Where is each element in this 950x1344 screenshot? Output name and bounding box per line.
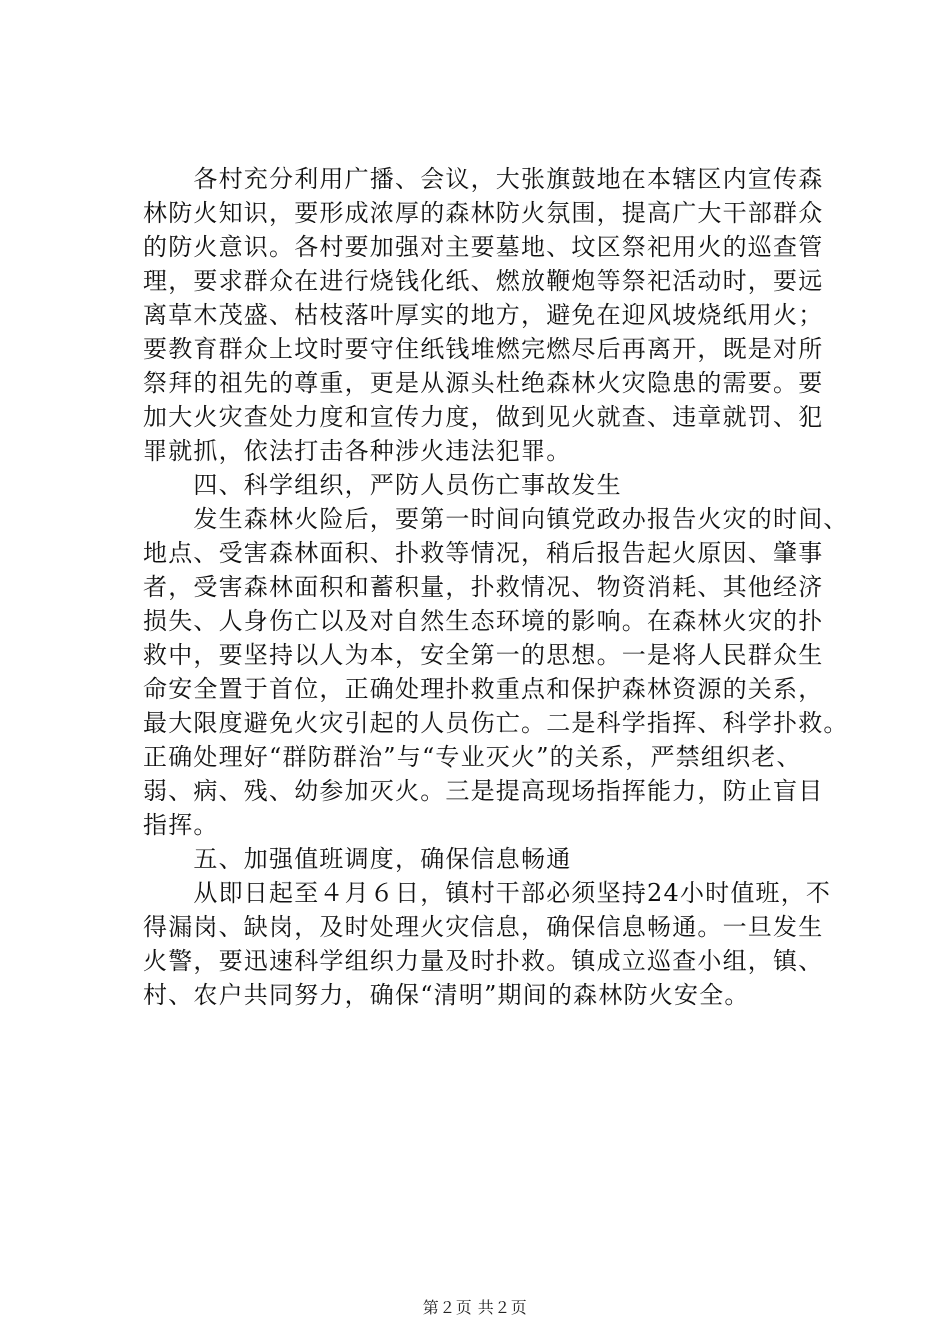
text-line: 最大限度避免火灾引起的人员伤亡。二是科学指挥、科学扑救。 [143, 709, 849, 737]
page-number-footer: 第２页 共２页 [422, 1298, 528, 1317]
text-line: 林防火知识，要形成浓厚的森林防火氛围，提高广大干部群众 [143, 199, 824, 227]
text-line: 理，要求群众在进行烧钱化纸、燃放鞭炮等祭祀活动时，要远 [143, 267, 824, 295]
text-line: 罪就抓，依法打击各种涉火违法犯罪。 [143, 437, 572, 465]
text-line: 发生森林火险后，要第一时间向镇党政办报告火灾的时间、 [143, 505, 849, 533]
text-line: 损失、人身伤亡以及对自然生态环境的影响。在森林火灾的扑 [143, 607, 824, 635]
text-line: 从即日起至４月６日，镇村干部必须坚持24小时值班，不 [143, 879, 832, 907]
text-line: 地点、受害森林面积、扑救等情况，稍后报告起火原因、肇事 [143, 539, 824, 567]
text-line: 者，受害森林面积和蓄积量，扑救情况、物资消耗、其他经济 [143, 573, 824, 601]
text-line: 得漏岗、缺岗，及时处理火灾信息，确保信息畅通。一旦发生 [143, 913, 824, 941]
text-line: 村、农户共同努力，确保“清明”期间的森林防火安全。 [143, 981, 750, 1009]
text-line: 各村充分利用广播、会议，大张旗鼓地在本辖区内宣传森 [143, 165, 824, 193]
text-line: 命安全置于首位，正确处理扑救重点和保护森林资源的关系， [143, 675, 824, 703]
text-line: 的防火意识。各村要加强对主要墓地、坟区祭祀用火的巡查管 [143, 233, 824, 261]
text-line: 要教育群众上坟时要守住纸钱堆燃完燃尽后再离开，既是对所 [143, 335, 824, 363]
text-line: 火警，要迅速科学组织力量及时扑救。镇成立巡查小组，镇、 [143, 947, 824, 975]
section-heading: 五、加强值班调度，确保信息畅通 [143, 845, 572, 873]
text-line: 指挥。 [143, 811, 219, 839]
text-line: 加大火灾查处力度和宣传力度，做到见火就查、违章就罚、犯 [143, 403, 824, 431]
section-heading: 四、科学组织，严防人员伤亡事故发生 [143, 471, 622, 499]
text-line: 正确处理好“群防群治”与“专业灭火”的关系，严禁组织老、 [143, 743, 802, 771]
text-line: 救中，要坚持以人为本，安全第一的思想。一是将人民群众生 [143, 641, 824, 669]
text-line: 弱、病、残、幼参加灭火。三是提高现场指挥能力，防止盲目 [143, 777, 824, 805]
text-line: 离草木茂盛、枯枝落叶厚实的地方，避免在迎风坡烧纸用火； [143, 301, 824, 329]
document-body [143, 162, 849, 1012]
text-line: 祭拜的祖先的尊重，更是从源头杜绝森林火灾隐患的需要。要 [143, 369, 824, 397]
